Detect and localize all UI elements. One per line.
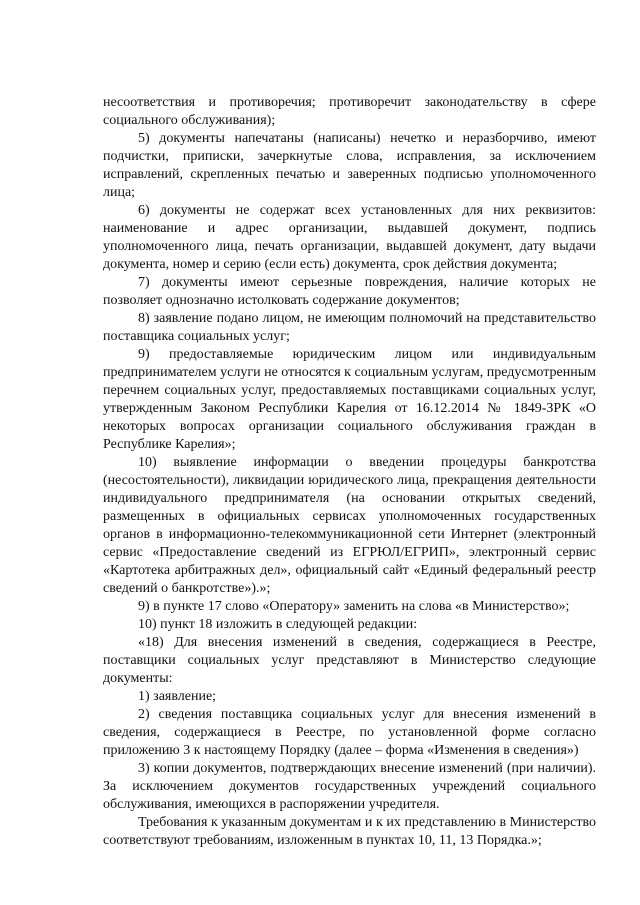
paragraph-item-7: 7) документы имеют серьезные повреждения, наличие которых не позволяет однозначно истолковать содержание документов; [103, 275, 596, 308]
paragraph-clause-18-item-3: 3) копии документов, подтверждающих внесение изменений (при наличии). За исключением документов государственных учреждений социального обслуживания, имеющихся в распоряжении учредителя. [103, 761, 596, 812]
paragraph-item-8: 8) заявление подано лицом, не имеющим полномочий на представительство поставщика социальных услуг; [103, 311, 596, 344]
paragraph-item-10: 10) выявление информации о введении процедуры банкротства (несостоятельности), ликвидации юридического лица, прекращения деятельности индивидуального предпринимателя (на основании открытых сведений, размещенных в официальных сервисах уполномоченных государственных органов в информационно-телекоммуникационной сети Интернет (электронный сервис «Предоставление сведений из ЕГРЮЛ/ЕГРИП», электронный сервис «Картотека арбитражных дел», официальный сайт «Единый федеральный реестр сведений о банкротстве»).»; [103, 455, 596, 596]
paragraph-amendment-10: 10) пункт 18 изложить в следующей редакции: [138, 617, 418, 632]
paragraph-item-9: 9) предоставляемые юридическим лицом или индивидуальным предпринимателем услуги не относятся к социальным услугам, предусмотренным перечнем социальных услуг, предоставляемых поставщиками социальных услуг, утвержденным Законом Республики Карелия от 16.12.2014 № 1849-ЗРК «О некоторых вопросах организации социального обслуживания граждан в Республике Карелия»; [103, 347, 596, 452]
paragraph-clause-18-item-2: 2) сведения поставщика социальных услуг для внесения изменений в сведения, содержащиеся в Реестре, по установленной форме согласно приложению 3 к настоящему Порядку (далее – форма «Изменения в сведения») [103, 707, 596, 758]
paragraph-requirements: Требования к указанным документам и к их представлению в Министерство соответствуют требованиям, изложенным в пунктах 10, 11, 13 Порядка.»; [103, 815, 596, 848]
paragraph-amendment-9: 9) в пункте 17 слово «Оператору» заменить на слова «в Министерство»; [138, 599, 570, 614]
paragraph-clause-18-item-1: 1) заявление; [138, 689, 217, 704]
paragraph-continuation: несоответствия и противоречия; противоречит законодательству в сфере социального обслуживания); [103, 95, 596, 128]
document-page [103, 94, 596, 850]
paragraph-item-6: 6) документы не содержат всех установленных для них реквизитов: наименование и адрес организации, выдавшей документ, подпись уполномоченного лица, печать организации, выдавшей документ, дату выдачи документа, номер и серию (если есть) документа, срок действия документа; [103, 203, 596, 272]
paragraph-clause-18: «18) Для внесения изменений в сведения, содержащиеся в Реестре, поставщики социальных услуг представляют в Министерство следующие документы: [103, 635, 596, 686]
paragraph-item-5: 5) документы напечатаны (написаны) нечетко и неразборчиво, имеют подчистки, приписки, зачеркнутые слова, исправления, за исключением исправлений, скрепленных печатью и заверенных подписью уполномоченного лица; [103, 131, 596, 200]
